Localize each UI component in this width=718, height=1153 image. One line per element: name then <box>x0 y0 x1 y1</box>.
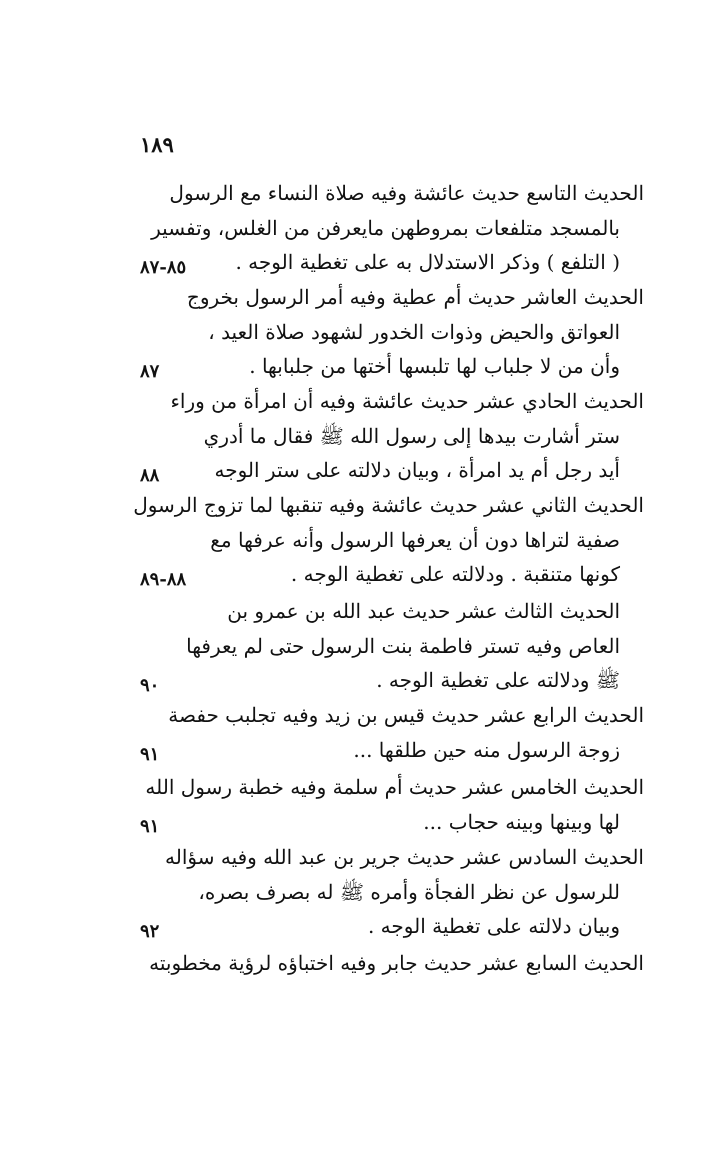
entry-page-ref: ٩١ <box>140 744 160 765</box>
entry-text <box>186 280 644 384</box>
toc-entry <box>140 946 644 981</box>
toc-entry <box>133 488 644 592</box>
entry-line: لها وبينها وبينه حجاب ... <box>423 809 620 834</box>
entry-line: الحديث السادس عشر حديث جرير بن عبد الله وفيه سؤاله <box>165 845 644 869</box>
entry-line: الحديث الحادي عشر حديث عائشة وفيه أن امرأة من وراء <box>170 389 644 413</box>
toc-entry <box>140 280 644 384</box>
entry-page-ref: ٩١ <box>140 816 160 837</box>
entry-line: صفية لتراها دون أن يعرفها الرسول وأنه عرفها مع <box>210 527 620 552</box>
entry-page-ref: ٩٢ <box>140 920 160 942</box>
entry-line: الحديث الثالث عشر حديث عبد الله بن عمرو بن <box>227 599 620 623</box>
entry-text <box>186 594 644 698</box>
entry-line: الحديث الخامس عشر حديث أم سلمة وفيه خطبة رسول الله <box>145 775 644 799</box>
entry-line: العاص وفيه تستر فاطمة بنت الرسول حتى لم يعرفها <box>186 633 620 658</box>
entry-text <box>168 698 644 767</box>
entry-page-ref: ٨٥-٨٧ <box>140 256 187 278</box>
entry-line: ﷺ ودلالته على تغطية الوجه . <box>376 668 620 692</box>
entry-line: ( التلفع ) وذكر الاستدلال به على تغطية الوجه . <box>235 250 620 274</box>
toc-entry <box>140 840 644 944</box>
entry-line: الحديث السابع عشر حديث جابر وفيه اختباؤه لرؤية مخطوبته <box>149 951 644 975</box>
entry-page-ref: ٨٧ <box>140 360 160 382</box>
entry-text <box>165 840 644 944</box>
entry-line: وبيان دلالته على تغطية الوجه . <box>367 914 620 938</box>
entry-line: الحديث الثاني عشر حديث عائشة وفيه تنقبها لما تزوج الرسول <box>133 493 644 517</box>
entry-line: العواتق والحيض وذوات الخدور لشهود صلاة العيد ، <box>208 319 620 344</box>
toc-entry <box>140 176 644 280</box>
entry-line: كونها متنقبة . ودلالته على تغطية الوجه . <box>290 562 620 586</box>
entry-line: أيد رجل أم يد امرأة ، وبيان دلالته على ستر الوجه <box>214 458 620 482</box>
entry-page-ref: ٩٠ <box>140 674 160 696</box>
entry-line: للرسول عن نظر الفجأة وأمره ﷺ له بصرف بصره، <box>198 879 620 904</box>
entry-page-ref: ٨٨ <box>140 464 160 486</box>
entry-line: الحديث العاشر حديث أم عطية وفيه أمر الرسول بخروج <box>186 285 644 309</box>
entry-text <box>170 384 644 488</box>
page-number: ١٨٩ <box>140 132 174 157</box>
entry-text <box>149 946 644 981</box>
toc-entry <box>140 594 644 698</box>
entry-line: زوجة الرسول منه حين طلقها ... <box>353 737 620 762</box>
entry-page-ref: ٨٨-٨٩ <box>140 568 187 590</box>
entry-line: وأن من لا جلباب لها تلبسها أختها من جلبابها . <box>249 354 620 378</box>
entry-line: ستر أشارت بيدها إلى رسول الله ﷺ فقال ما أدري <box>203 423 620 448</box>
toc-entry <box>140 698 644 767</box>
toc-entry <box>140 770 644 839</box>
toc-entry <box>140 384 644 488</box>
entry-line: بالمسجد متلفعات بمروطهن مايعرفن من الغلس، وتفسير <box>151 215 620 240</box>
entry-line: الحديث التاسع حديث عائشة وفيه صلاة النساء مع الرسول <box>169 181 644 205</box>
entry-line: الحديث الرابع عشر حديث قيس بن زيد وفيه تجلبب حفصة <box>168 703 644 727</box>
